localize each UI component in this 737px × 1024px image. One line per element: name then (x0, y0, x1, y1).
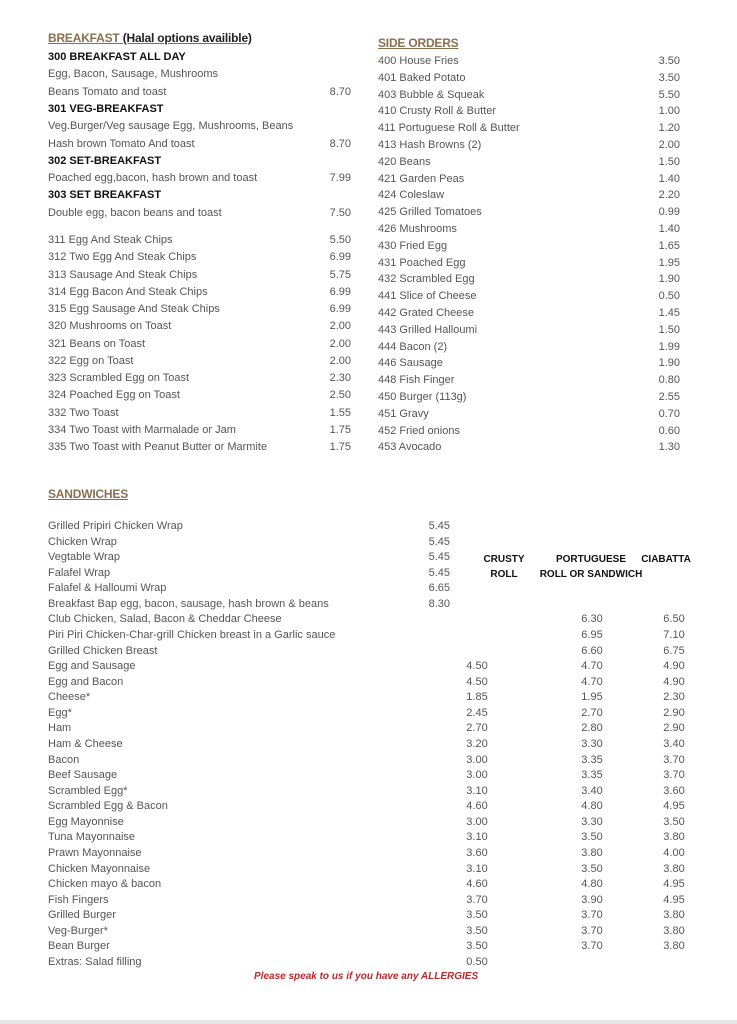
set-description: Hash brown Tomato And toast (48, 137, 195, 150)
side-item-price: 0.80 (658, 374, 680, 387)
side-item-price: 1.45 (658, 307, 680, 319)
side-item-price: 1.40 (658, 223, 680, 235)
crusty-price: 3.20 (466, 737, 488, 750)
crusty-price: 2.70 (466, 722, 488, 735)
set-price: 8.70 (329, 85, 351, 98)
side-item-name: 432 Scrambled Egg (378, 273, 475, 286)
side-orders-title: SIDE ORDERS (378, 36, 459, 50)
side-item-name: 448 Fish Finger (378, 374, 455, 387)
crusty-price: 4.60 (466, 800, 488, 813)
ciabatta-price: 3.80 (663, 909, 685, 922)
breakfast-item-name: 321 Beans on Toast (48, 337, 146, 350)
breakfast-item-price: 6.99 (329, 303, 351, 315)
portuguese-price: 3.40 (581, 784, 603, 797)
breakfast-item-price: 2.00 (329, 337, 351, 350)
column-header-crusty: CRUSTY ROLL (483, 554, 525, 580)
ciabatta-price: 3.80 (663, 831, 685, 844)
allergy-note: Please speak to us if you have any ALLERGIES (254, 971, 479, 982)
portuguese-price: 4.80 (581, 878, 603, 891)
portuguese-price: 3.80 (581, 846, 603, 859)
set-price: 7.99 (329, 172, 351, 185)
ciabatta-price: 3.60 (663, 784, 685, 797)
sandwich-name: Scrambled Egg* (48, 784, 128, 797)
breakfast-item-price: 1.75 (329, 441, 351, 453)
ciabatta-price: 6.75 (663, 644, 685, 657)
breakfast-item-name: 311 Egg And Steak Chips (48, 234, 173, 246)
portuguese-price: 3.30 (581, 815, 603, 828)
sandwich-name: Beef Sausage (48, 769, 118, 782)
sandwich-name: Falafel & Halloumi Wrap (48, 582, 167, 595)
side-item-name: 424 Coleslaw (378, 189, 445, 202)
side-item-price: 0.60 (658, 424, 680, 437)
column-header-ciabatta: CIABATTA (641, 554, 691, 565)
sandwich-name: Egg and Bacon (48, 675, 124, 688)
breakfast-item-price: 1.55 (329, 406, 351, 419)
ciabatta-price: 6.50 (663, 613, 685, 626)
wrap-price: 5.45 (428, 566, 450, 579)
sandwich-name: Chicken Wrap (48, 535, 117, 548)
sandwich-name: Egg and Sausage (48, 660, 136, 673)
ciabatta-price: 7.10 (663, 628, 685, 641)
side-item-price: 1.20 (658, 122, 680, 135)
set-heading: 303 SET BREAKFAST (48, 189, 162, 202)
portuguese-price: 3.30 (581, 737, 603, 750)
side-item-name: 446 Sausage (378, 357, 443, 370)
crusty-price: 2.45 (466, 706, 488, 719)
portuguese-price: 3.50 (581, 831, 603, 844)
sandwich-name: Extras: Salad filling (48, 955, 142, 968)
sandwich-name: Cheese* (48, 691, 91, 704)
side-item-name: 443 Grilled Halloumi (378, 323, 478, 336)
side-item-price: 0.50 (658, 290, 680, 303)
crusty-price: 1.85 (466, 691, 488, 704)
side-item-price: 1.00 (658, 105, 680, 118)
breakfast-item-price: 1.75 (329, 423, 351, 436)
breakfast-item-price: 2.30 (329, 372, 351, 384)
portuguese-price: 3.70 (581, 924, 603, 937)
side-item-name: 431 Poached Egg (378, 256, 466, 269)
crusty-price: 3.50 (466, 924, 488, 937)
ciabatta-price: 4.00 (663, 846, 685, 859)
sandwiches-title: SANDWICHES (48, 487, 129, 501)
ciabatta-price: 3.80 (663, 924, 685, 937)
breakfast-title: BREAKFAST (Halal options availible) (48, 31, 252, 45)
crusty-price: 3.50 (466, 940, 488, 953)
ciabatta-price: 4.95 (663, 800, 685, 813)
sandwich-name: Piri Piri Chicken-Char-grill Chicken breast in a Garlic sauce (48, 628, 336, 641)
side-item-name: 401 Baked Potato (378, 71, 466, 84)
crusty-price: 3.50 (466, 909, 488, 922)
sandwich-name: Scrambled Egg & Bacon (48, 800, 168, 813)
wrap-price: 6.65 (428, 582, 450, 595)
side-item-name: 410 Crusty Roll & Butter (378, 105, 496, 118)
ciabatta-price: 3.70 (663, 753, 685, 766)
side-item-price: 3.50 (658, 55, 680, 67)
ciabatta-price: 3.70 (663, 769, 685, 782)
crusty-price: 3.10 (466, 831, 488, 844)
breakfast-item-price: 2.00 (329, 320, 351, 333)
sandwich-name: Grilled Chicken Breast (48, 644, 158, 657)
set-description: Egg, Bacon, Sausage, Mushrooms (48, 68, 218, 81)
side-item-name: 425 Grilled Tomatoes (378, 206, 482, 219)
ciabatta-price: 2.90 (663, 706, 685, 719)
set-heading: 300 BREAKFAST ALL DAY (48, 51, 186, 63)
sandwich-name: Ham (48, 722, 72, 735)
crusty-price: 3.00 (466, 815, 488, 828)
portuguese-price: 4.70 (581, 660, 603, 673)
portuguese-price: 4.70 (581, 675, 603, 688)
wrap-price: 5.45 (428, 535, 450, 548)
breakfast-item-price: 6.99 (329, 285, 351, 298)
wrap-price: 5.45 (428, 551, 450, 564)
crusty-price: 4.60 (466, 878, 488, 891)
sandwich-name: Bacon (48, 753, 80, 766)
side-item-price: 1.65 (658, 239, 680, 252)
sandwich-name: Ham & Cheese (48, 737, 123, 750)
wrap-price: 5.45 (428, 520, 450, 532)
ciabatta-price: 3.80 (663, 940, 685, 953)
crusty-price: 3.10 (466, 784, 488, 797)
side-item-name: 403 Bubble & Squeak (378, 88, 485, 101)
crusty-price: 3.70 (466, 893, 488, 906)
side-item-price: 2.55 (658, 391, 680, 403)
ciabatta-price: 3.50 (663, 815, 685, 828)
breakfast-item-name: 335 Two Toast with Peanut Butter or Marmite (48, 441, 268, 453)
breakfast-item-price: 2.50 (329, 389, 351, 402)
crusty-price: 3.00 (466, 769, 488, 782)
crusty-price: 0.50 (466, 955, 488, 968)
breakfast-item-name: 312 Two Egg And Steak Chips (48, 251, 197, 264)
side-item-price: 1.50 (658, 323, 680, 336)
ciabatta-price: 4.90 (663, 660, 685, 673)
sandwich-name: Club Chicken, Salad, Bacon & Cheddar Cheese (48, 613, 282, 626)
portuguese-price: 6.95 (581, 628, 603, 641)
side-item-name: 450 Burger (113g) (378, 391, 467, 403)
sandwich-name: Chicken mayo & bacon (48, 878, 162, 891)
portuguese-price: 6.30 (581, 613, 603, 626)
side-item-name: 411 Portuguese Roll & Butter (378, 122, 520, 135)
portuguese-price: 3.35 (581, 769, 603, 782)
portuguese-price: 6.60 (581, 644, 603, 657)
ciabatta-price: 4.95 (663, 878, 685, 891)
set-price: 8.70 (329, 137, 351, 150)
side-item-price: 0.70 (658, 407, 680, 420)
sandwich-name: Grilled Pripiri Chicken Wrap (48, 520, 183, 532)
breakfast-item-name: 314 Egg Bacon And Steak Chips (48, 285, 208, 298)
side-item-name: 451 Gravy (378, 407, 429, 420)
ciabatta-price: 3.40 (663, 737, 685, 750)
side-item-price: 5.50 (658, 88, 680, 101)
sandwich-name: Prawn Mayonnaise (48, 846, 142, 859)
breakfast-item-name: 323 Scrambled Egg on Toast (48, 372, 190, 384)
side-item-name: 400 House Fries (378, 55, 459, 67)
side-item-price: 1.40 (658, 172, 680, 185)
side-item-price: 1.99 (658, 340, 680, 353)
breakfast-item-name: 313 Sausage And Steak Chips (48, 268, 198, 281)
ciabatta-price: 2.90 (663, 722, 685, 735)
side-item-name: 421 Garden Peas (378, 172, 465, 185)
side-item-name: 413 Hash Browns (2) (378, 139, 482, 151)
side-item-name: 441 Slice of Cheese (378, 290, 477, 303)
sandwich-name: Bean Burger (48, 940, 110, 953)
breakfast-item-name: 315 Egg Sausage And Steak Chips (48, 303, 220, 315)
sandwich-name: Veg-Burger* (48, 924, 108, 937)
breakfast-item-name: 332 Two Toast (48, 406, 119, 419)
portuguese-price: 4.80 (581, 800, 603, 813)
sandwich-name: Tuna Mayonnaise (48, 831, 136, 844)
side-item-name: 430 Fried Egg (378, 239, 448, 252)
crusty-price: 3.60 (466, 846, 488, 859)
sandwich-name: Vegtable Wrap (48, 551, 120, 564)
side-item-price: 1.95 (658, 256, 680, 269)
wrap-price: 8.30 (428, 597, 450, 610)
ciabatta-price: 3.80 (663, 862, 685, 875)
side-item-price: 1.30 (658, 441, 680, 454)
breakfast-item-name: 324 Poached Egg on Toast (48, 389, 180, 402)
breakfast-item-name: 320 Mushrooms on Toast (48, 320, 172, 333)
portuguese-price: 2.80 (581, 722, 603, 735)
side-item-name: 442 Grated Cheese (378, 307, 475, 319)
sandwich-name: Egg* (48, 706, 72, 719)
side-item-price: 0.99 (658, 206, 680, 219)
side-item-price: 2.20 (658, 189, 680, 202)
side-item-name: 452 Fried onions (378, 424, 460, 437)
portuguese-price: 3.70 (581, 940, 603, 953)
side-item-price: 3.50 (658, 71, 680, 84)
sandwich-name: Fish Fingers (48, 893, 109, 906)
breakfast-item-name: 334 Two Toast with Marmalade or Jam (48, 423, 236, 436)
side-item-price: 1.90 (658, 273, 680, 286)
side-item-price: 1.50 (658, 155, 680, 168)
side-item-price: 2.00 (658, 139, 680, 151)
portuguese-price: 3.70 (581, 909, 603, 922)
sandwich-name: Grilled Burger (48, 909, 116, 922)
set-description: Poached egg,bacon, hash brown and toast (48, 172, 258, 185)
breakfast-item-price: 5.75 (329, 268, 351, 281)
portuguese-price: 1.95 (581, 691, 603, 704)
breakfast-item-price: 6.99 (329, 251, 351, 264)
portuguese-price: 3.50 (581, 862, 603, 875)
side-item-name: 453 Avocado (378, 441, 442, 454)
side-item-name: 420 Beans (378, 155, 431, 168)
side-item-price: 1.90 (658, 357, 680, 370)
side-item-name: 426 Mushrooms (378, 223, 457, 235)
crusty-price: 3.00 (466, 753, 488, 766)
ciabatta-price: 4.95 (663, 893, 685, 906)
sandwich-name: Breakfast Bap egg, bacon, sausage, hash brown & beans (48, 597, 329, 610)
portuguese-price: 3.35 (581, 753, 603, 766)
set-description: Veg.Burger/Veg sausage Egg, Mushrooms, Beans (48, 120, 294, 133)
sandwich-name: Chicken Mayonnaise (48, 862, 151, 875)
sandwich-name: Egg Mayonnise (48, 815, 124, 828)
set-heading: 302 SET-BREAKFAST (48, 154, 162, 167)
ciabatta-price: 4.90 (663, 675, 685, 688)
set-description: Beans Tomato and toast (48, 85, 167, 98)
set-price: 7.50 (329, 206, 351, 219)
portuguese-price: 2.70 (581, 706, 603, 719)
set-description: Double egg, bacon beans and toast (48, 206, 222, 219)
breakfast-item-price: 5.50 (329, 234, 351, 246)
breakfast-item-name: 322 Egg on Toast (48, 354, 134, 367)
column-header-portuguese: PORTUGUESE ROLL OR SANDWICH (539, 554, 643, 580)
portuguese-price: 3.90 (581, 893, 603, 906)
breakfast-item-price: 2.00 (329, 354, 351, 367)
sandwich-name: Falafel Wrap (48, 566, 111, 579)
set-heading: 301 VEG-BREAKFAST (48, 102, 164, 115)
crusty-price: 3.10 (466, 862, 488, 875)
crusty-price: 4.50 (466, 660, 488, 673)
ciabatta-price: 2.30 (663, 691, 685, 704)
crusty-price: 4.50 (466, 675, 488, 688)
side-item-name: 444 Bacon (2) (378, 340, 448, 353)
